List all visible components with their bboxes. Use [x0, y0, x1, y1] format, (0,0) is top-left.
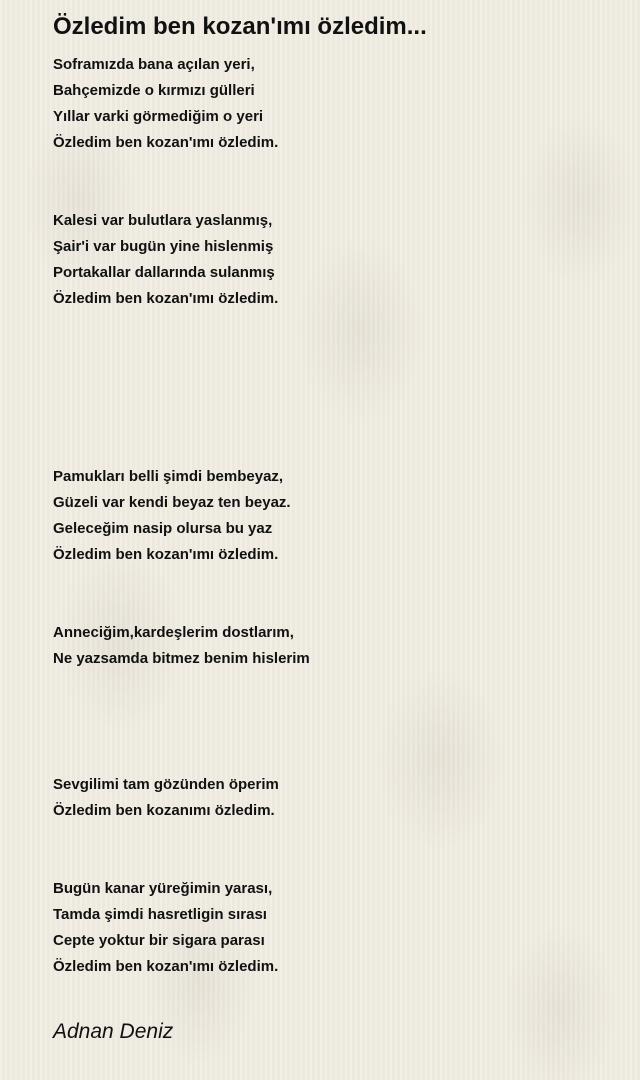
stanza-2 — [53, 208, 278, 312]
poem-line: Bugün kanar yüreğimin yarası, — [53, 880, 273, 897]
poem-line: Pamukları belli şimdi bembeyaz, — [53, 468, 284, 485]
poem-line: Kalesi var bulutlara yaslanmış, — [53, 212, 273, 229]
poem-line: Özledim ben kozan'ımı özledim. — [53, 290, 279, 307]
poem-line: Yıllar varki görmediğim o yeri — [53, 108, 264, 125]
poem-line: Ne yazsamda bitmez benim hislerim — [53, 650, 310, 667]
stanza-1 — [53, 52, 278, 156]
poem-title: Özledim ben kozan'ımı özledim... — [53, 13, 427, 40]
poem-line: Özledim ben kozan'ımı özledim. — [53, 546, 279, 563]
poem-line: Özledim ben kozanımı özledim. — [53, 802, 275, 819]
poem-line: Sevgilimi tam gözünden öperim — [53, 776, 279, 793]
poem-line: Özledim ben kozan'ımı özledim. — [53, 958, 279, 975]
poem-line: Anneciğim,kardeşlerim dostlarım, — [53, 624, 294, 641]
stanza-4 — [53, 620, 310, 672]
poem-line: Soframızda bana açılan yeri, — [53, 56, 255, 73]
poem-line: Geleceğim nasip olursa bu yaz — [53, 520, 273, 537]
poem-line: Güzeli var kendi beyaz ten beyaz. — [53, 494, 291, 511]
poem-line: Bahçemizde o kırmızı gülleri — [53, 82, 255, 99]
poem-line: Özledim ben kozan'ımı özledim. — [53, 134, 279, 151]
poem-line: Tamda şimdi hasretligin sırası — [53, 906, 267, 923]
poem-line: Portakallar dallarında sulanmış — [53, 264, 275, 281]
poem-line: Cepte yoktur bir sigara parası — [53, 932, 265, 949]
stanza-6 — [53, 876, 278, 980]
poem-line: Şair'i var bugün yine hislenmiş — [53, 238, 274, 255]
stanza-5 — [53, 772, 279, 824]
poem-author: Adnan Deniz — [53, 1020, 174, 1043]
stanza-3 — [53, 464, 291, 568]
